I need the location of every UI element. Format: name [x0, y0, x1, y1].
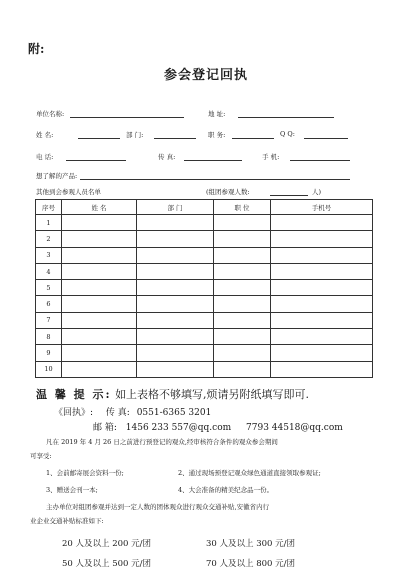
row-number: 6: [36, 296, 62, 312]
subsidy-tier-3: 50 人及以上 500 元/团: [62, 559, 152, 569]
cell-name[interactable]: [62, 263, 137, 279]
fax-field[interactable]: [184, 160, 242, 161]
terms-paragraph-2a: 主办单位对组团参观并达到一定人数的团体观众进行观众交通补贴,安徽省内行: [46, 503, 270, 511]
terms-paragraph-1a: 凡在 2019 年 4 月 26 日之前进行预登记的观众,经审核符合条件的观众参会期间: [46, 438, 278, 446]
address-field[interactable]: [238, 117, 334, 118]
table-row: [36, 280, 373, 296]
fax-label: 传 真:: [158, 153, 176, 161]
benefit-item-4: 4、大会准备的精美纪念品一份。: [178, 486, 274, 494]
cell-position[interactable]: [214, 296, 271, 312]
group-count-label: (组团参观人数:: [206, 188, 250, 196]
phone-label: 电 话:: [36, 153, 54, 161]
products-field[interactable]: [80, 179, 350, 180]
table-row: [36, 361, 373, 377]
cell-department[interactable]: [137, 215, 214, 231]
group-count-field[interactable]: [270, 195, 308, 196]
benefit-item-2: 2、通过现场预登记观众绿色通道直接领取参观证;: [178, 469, 321, 477]
col-header-mobile: 手机号: [271, 200, 373, 215]
receipt-fax-line: [54, 405, 211, 418]
table-row: [36, 296, 373, 312]
notice-heading: 温 馨 提 示:: [36, 388, 112, 401]
cell-name[interactable]: [62, 312, 137, 328]
table-row: [36, 312, 373, 328]
group-unit-label: 人): [312, 188, 322, 196]
col-header-name: 姓 名: [62, 200, 137, 215]
qq-label: Q Q:: [280, 130, 295, 138]
row-number: 2: [36, 231, 62, 247]
table-row: [36, 329, 373, 345]
cell-name[interactable]: [62, 329, 137, 345]
cell-department[interactable]: [137, 329, 214, 345]
products-label: 想了解的产品:: [36, 172, 78, 180]
cell-name[interactable]: [62, 296, 137, 312]
position-field[interactable]: [232, 138, 274, 139]
row-number: 7: [36, 312, 62, 328]
visitor-table: [35, 199, 373, 378]
cell-department[interactable]: [137, 231, 214, 247]
mobile-field[interactable]: [290, 160, 350, 161]
notice-line: [36, 386, 309, 402]
department-label: 部 门:: [126, 131, 144, 139]
col-header-position: 职 位: [214, 200, 271, 215]
row-number: 3: [36, 247, 62, 263]
benefit-item-1: 1、会前邮寄展会资料一份;: [46, 469, 124, 477]
table-row: [36, 247, 373, 263]
cell-mobile[interactable]: [271, 231, 373, 247]
cell-position[interactable]: [214, 247, 271, 263]
cell-department[interactable]: [137, 263, 214, 279]
cell-name[interactable]: [62, 345, 137, 361]
col-header-no: 序号: [36, 200, 62, 215]
cell-mobile[interactable]: [271, 329, 373, 345]
attachment-label: 附:: [28, 42, 45, 56]
qq-field[interactable]: [304, 138, 348, 139]
fax-contact-value: 0551-6365 3201: [136, 408, 212, 418]
receipt-label: 《回执》:: [54, 408, 94, 418]
cell-name[interactable]: [62, 247, 137, 263]
cell-position[interactable]: [214, 215, 271, 231]
cell-position[interactable]: [214, 263, 271, 279]
cell-mobile[interactable]: [271, 215, 373, 231]
receipt-mail-line: [93, 420, 343, 433]
mail-contact-value-1[interactable]: 1456 233 557@qq.com: [125, 423, 232, 433]
row-number: 4: [36, 263, 62, 279]
cell-name[interactable]: [62, 231, 137, 247]
mail-contact-label: 邮 箱:: [93, 423, 117, 433]
cell-mobile[interactable]: [271, 263, 373, 279]
table-header-row: [36, 200, 373, 215]
cell-mobile[interactable]: [271, 296, 373, 312]
address-label: 地 址:: [208, 110, 226, 118]
cell-mobile[interactable]: [271, 361, 373, 377]
cell-position[interactable]: [214, 361, 271, 377]
cell-department[interactable]: [137, 361, 214, 377]
col-header-department: 部 门: [137, 200, 214, 215]
unit-name-label: 单位名称:: [36, 110, 65, 118]
cell-name[interactable]: [62, 361, 137, 377]
table-row: [36, 215, 373, 231]
row-number: 8: [36, 329, 62, 345]
cell-mobile[interactable]: [271, 280, 373, 296]
cell-department[interactable]: [137, 247, 214, 263]
other-visitors-label: 其他到会参观人员名单: [36, 188, 101, 196]
name-field[interactable]: [78, 138, 120, 139]
fax-contact-label: 传 真:: [105, 408, 130, 418]
table-row: [36, 231, 373, 247]
cell-department[interactable]: [137, 312, 214, 328]
row-number: 10: [36, 361, 62, 377]
cell-department[interactable]: [137, 280, 214, 296]
subsidy-tier-4: 70 人及以上 800 元/团: [206, 559, 296, 569]
row-number: 1: [36, 215, 62, 231]
terms-paragraph-1b: 可享受:: [30, 452, 52, 460]
department-field[interactable]: [154, 138, 196, 139]
cell-position[interactable]: [214, 329, 271, 345]
page-title: 参会登记回执: [163, 68, 248, 83]
terms-paragraph-2b: 业企业交通补贴标准如下:: [30, 517, 104, 525]
notice-text: 如上表格不够填写,烦请另附纸填写即可.: [115, 388, 310, 401]
cell-mobile[interactable]: [271, 312, 373, 328]
cell-department[interactable]: [137, 345, 214, 361]
row-number: 9: [36, 345, 62, 361]
subsidy-tier-2: 30 人及以上 300 元/团: [206, 539, 296, 549]
table-row: [36, 263, 373, 279]
table-row: [36, 345, 373, 361]
name-label: 姓 名:: [36, 131, 54, 139]
cell-mobile[interactable]: [271, 247, 373, 263]
mobile-label: 手 机:: [262, 153, 280, 161]
cell-department[interactable]: [137, 296, 214, 312]
cell-position[interactable]: [214, 345, 271, 361]
benefit-item-3: 3、赠送会刊一本;: [46, 486, 98, 494]
unit-name-field[interactable]: [70, 117, 184, 118]
cell-position[interactable]: [214, 231, 271, 247]
row-number: 5: [36, 280, 62, 296]
cell-mobile[interactable]: [271, 345, 373, 361]
cell-name[interactable]: [62, 280, 137, 296]
cell-name[interactable]: [62, 215, 137, 231]
cell-position[interactable]: [214, 312, 271, 328]
mail-contact-value-2[interactable]: 7793 44518@qq.com: [246, 423, 343, 433]
cell-position[interactable]: [214, 280, 271, 296]
phone-field[interactable]: [66, 160, 126, 161]
position-label: 职 务:: [208, 131, 226, 139]
subsidy-tier-1: 20 人及以上 200 元/团: [62, 539, 152, 549]
